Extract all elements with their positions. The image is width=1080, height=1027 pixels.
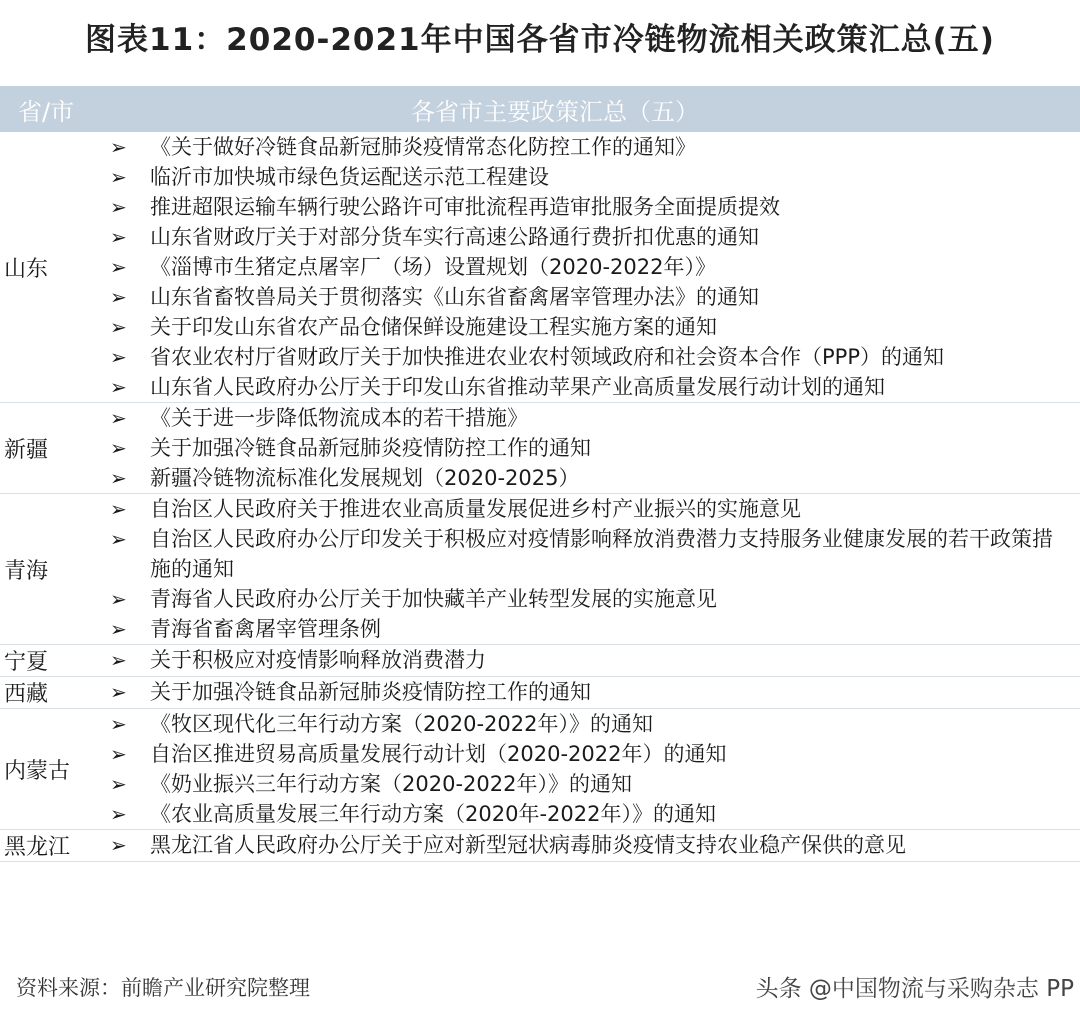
table-row — [0, 677, 1080, 709]
list-item — [110, 677, 1080, 707]
policy-text: 关于加强冷链食品新冠肺炎疫情防控工作的通知 — [150, 436, 591, 460]
list-item — [110, 312, 1080, 342]
province-cell: 西藏 — [4, 682, 49, 707]
policy-list — [110, 494, 1080, 644]
policy-text: 《关于进一步降低物流成本的若干措施》 — [150, 406, 528, 430]
arrow-bullet-icon: ➢ — [110, 648, 127, 672]
policy-list — [110, 645, 1080, 676]
policy-text: 关于印发山东省农产品仓储保鲜设施建设工程实施方案的通知 — [150, 315, 717, 339]
policy-text: 关于加强冷链食品新冠肺炎疫情防控工作的通知 — [150, 680, 591, 704]
list-item — [110, 282, 1080, 312]
policy-text: 山东省人民政府办公厅关于印发山东省推动苹果产业高质量发展行动计划的通知 — [150, 375, 885, 399]
policy-text: 推进超限运输车辆行驶公路许可审批流程再造审批服务全面提质提效 — [150, 195, 780, 219]
list-item — [110, 252, 1080, 282]
list-item — [110, 162, 1080, 192]
arrow-bullet-icon: ➢ — [110, 315, 127, 339]
arrow-bullet-icon: ➢ — [110, 712, 127, 736]
header-province: 省/市 — [18, 97, 75, 126]
source-note: 资料来源：前瞻产业研究院整理 — [16, 976, 310, 1000]
list-item — [110, 709, 1080, 739]
policy-text: 黑龙江省人民政府办公厅关于应对新型冠状病毒肺炎疫情支持农业稳产保供的意见 — [150, 833, 906, 857]
list-item — [110, 222, 1080, 252]
list-item — [110, 830, 1080, 860]
watermark-text: 头条 @中国物流与采购杂志 PP — [755, 976, 1074, 1002]
policy-text: 青海省畜禽屠宰管理条例 — [150, 617, 381, 641]
list-item — [110, 614, 1080, 644]
arrow-bullet-icon: ➢ — [110, 587, 127, 611]
arrow-bullet-icon: ➢ — [110, 255, 127, 279]
arrow-bullet-icon: ➢ — [110, 406, 127, 430]
list-item — [110, 799, 1080, 829]
table-row — [0, 830, 1080, 862]
policy-text: 自治区人民政府办公厅印发关于积极应对疫情影响释放消费潜力支持服务业健康发展的若干政策措施的通知 — [150, 527, 1053, 581]
arrow-bullet-icon: ➢ — [110, 285, 127, 309]
policy-table — [0, 86, 1080, 862]
table-row — [0, 645, 1080, 677]
chart-title: 图表11：2020-2021年中国各省市冷链物流相关政策汇总(五) — [85, 22, 995, 58]
arrow-bullet-icon: ➢ — [110, 195, 127, 219]
policy-text: 《农业高质量发展三年行动方案（2020年-2022年）》的通知 — [150, 802, 716, 826]
policy-text: 《牧区现代化三年行动方案（2020-2022年）》的通知 — [150, 712, 653, 736]
policy-text: 省农业农村厅省财政厅关于加快推进农业农村领域政府和社会资本合作（PPP）的通知 — [150, 345, 944, 369]
table-header — [0, 86, 1080, 132]
arrow-bullet-icon: ➢ — [110, 165, 127, 189]
policy-text: 新疆冷链物流标准化发展规划（2020-2025） — [150, 466, 580, 490]
policy-text: 临沂市加快城市绿色货运配送示范工程建设 — [150, 165, 549, 189]
arrow-bullet-icon: ➢ — [110, 527, 127, 551]
policy-list — [110, 403, 1080, 493]
list-item — [110, 739, 1080, 769]
list-item — [110, 372, 1080, 402]
table-row — [0, 132, 1080, 403]
arrow-bullet-icon: ➢ — [110, 680, 127, 704]
policy-list — [110, 677, 1080, 708]
province-cell: 内蒙古 — [4, 758, 71, 784]
table-row — [0, 709, 1080, 830]
province-cell: 山东 — [4, 256, 49, 282]
province-cell: 黑龙江 — [4, 835, 71, 860]
policy-list — [110, 709, 1080, 829]
policy-text: 《奶业振兴三年行动方案（2020-2022年）》的通知 — [150, 772, 632, 796]
arrow-bullet-icon: ➢ — [110, 375, 127, 399]
list-item — [110, 192, 1080, 222]
arrow-bullet-icon: ➢ — [110, 345, 127, 369]
policy-text: 《淄博市生猪定点屠宰厂（场）设置规划（2020-2022年）》 — [150, 255, 716, 279]
policy-text: 山东省财政厅关于对部分货车实行高速公路通行费折扣优惠的通知 — [150, 225, 759, 249]
policy-text: 自治区推进贸易高质量发展行动计划（2020-2022年）的通知 — [150, 742, 727, 766]
arrow-bullet-icon: ➢ — [110, 225, 127, 249]
list-item — [110, 403, 1080, 433]
arrow-bullet-icon: ➢ — [110, 772, 127, 796]
list-item — [110, 769, 1080, 799]
policy-text: 青海省人民政府办公厅关于加快藏羊产业转型发展的实施意见 — [150, 587, 717, 611]
province-cell: 青海 — [4, 558, 49, 584]
table-body — [0, 132, 1080, 862]
list-item — [110, 433, 1080, 463]
list-item — [110, 524, 1080, 584]
list-item — [110, 463, 1080, 493]
list-item — [110, 494, 1080, 524]
list-item — [110, 645, 1080, 675]
province-cell: 宁夏 — [4, 650, 49, 675]
policy-text: 自治区人民政府关于推进农业高质量发展促进乡村产业振兴的实施意见 — [150, 497, 801, 521]
arrow-bullet-icon: ➢ — [110, 135, 127, 159]
policy-list — [110, 830, 1080, 861]
table-row — [0, 403, 1080, 494]
policy-text: 关于积极应对疫情影响释放消费潜力 — [150, 648, 486, 672]
policy-text: 《关于做好冷链食品新冠肺炎疫情常态化防控工作的通知》 — [150, 135, 696, 159]
list-item — [110, 132, 1080, 162]
arrow-bullet-icon: ➢ — [110, 617, 127, 641]
list-item — [110, 584, 1080, 614]
arrow-bullet-icon: ➢ — [110, 802, 127, 826]
policy-text: 山东省畜牧兽局关于贯彻落实《山东省畜禽屠宰管理办法》的通知 — [150, 285, 759, 309]
arrow-bullet-icon: ➢ — [110, 436, 127, 460]
province-cell: 新疆 — [4, 437, 49, 463]
arrow-bullet-icon: ➢ — [110, 466, 127, 490]
header-policies: 各省市主要政策汇总（五） — [411, 97, 699, 126]
arrow-bullet-icon: ➢ — [110, 742, 127, 766]
arrow-bullet-icon: ➢ — [110, 833, 127, 857]
table-row — [0, 494, 1080, 645]
arrow-bullet-icon: ➢ — [110, 497, 127, 521]
list-item — [110, 342, 1080, 372]
policy-list — [110, 132, 1080, 402]
